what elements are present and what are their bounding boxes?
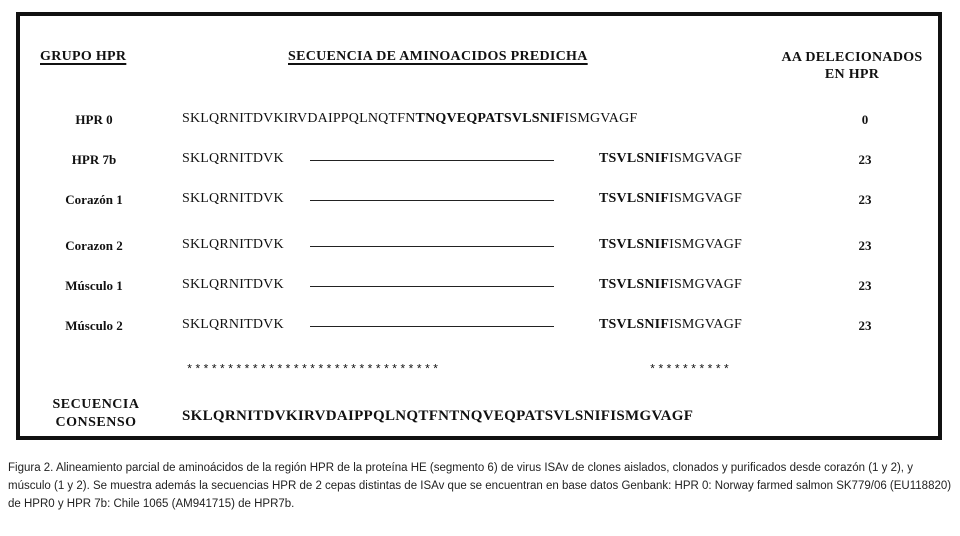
consensus-sequence: SKLQRNITDVKIRVDAIPPQLNQTFNTNQVEQPATSVLSNIFISMGVAGF — [182, 408, 694, 424]
sequence-suffix: TSVLSNIFISMGVAGF — [599, 191, 742, 206]
sequence-prefix: SKLQRNITDVK — [182, 277, 284, 292]
row-label-hpr7b: HPR 7b — [71, 152, 117, 167]
row-count-corazon1: 23 — [858, 192, 872, 207]
row-count-musculo2: 23 — [858, 318, 872, 333]
row-count-hpr0: 0 — [861, 112, 869, 127]
header-deleted-line2: EN HPR — [824, 67, 880, 82]
deletion-gap — [310, 286, 554, 287]
sequence-prefix: SKLQRNITDVK — [182, 191, 284, 206]
figure-caption: Figura 2. Alineamiento parcial de aminoácidos de la región HPR de la proteína HE (segmento 6) de virus ISAv de clones aislados, clonados y purificados desde corazón (1 y 2), y músculo (1 y 2). Se muestra además la secuencias HPR de 2 cepas distintas de ISAv que se encuentran en base datos Genbank: HPR 0: Norway farmed salmon SK779/06 (EU118820) de HPR0 y HPR 7b: Chile 1065 (AM941715) de HPR7b. — [8, 462, 952, 510]
sequence-suffix: TSVLSNIFISMGVAGF — [599, 317, 742, 332]
row-label-hpr0: HPR 0 — [75, 112, 113, 127]
sequence-suffix: TSVLSNIFISMGVAGF — [599, 237, 742, 252]
header-group: GRUPO HPR — [40, 49, 127, 64]
header-deleted-line1: AA DELECIONADOS — [781, 50, 923, 65]
row-sequence-hpr0 — [182, 111, 742, 131]
sequence-suffix: TSVLSNIFISMGVAGF — [599, 277, 742, 292]
header-deleted-aa — [764, 49, 940, 83]
sequence-text: SKLQRNITDVKIRVDAIPPQLNQTFNTNQVEQPATSVLSNIFISMGVAGF — [182, 111, 638, 126]
consensus-label-line2: CONSENSO — [55, 415, 137, 430]
row-sequence-musculo2 — [182, 317, 742, 337]
sequence-prefix: SKLQRNITDVK — [182, 237, 284, 252]
row-count-hpr7b: 23 — [858, 152, 872, 167]
deletion-gap — [310, 246, 554, 247]
row-count-musculo1: 23 — [858, 278, 872, 293]
row-sequence-corazon1 — [182, 191, 742, 211]
conservation-stars-left: ******************************* — [186, 363, 441, 377]
alignment-table — [16, 12, 942, 440]
deletion-gap — [310, 160, 554, 161]
row-label-musculo2: Músculo 2 — [65, 318, 123, 333]
header-sequence: SECUENCIA DE AMINOACIDOS PREDICHA — [288, 49, 588, 64]
row-label-corazon1: Corazón 1 — [65, 192, 123, 207]
row-label-corazon2: Corazon 2 — [65, 238, 123, 253]
sequence-prefix: SKLQRNITDVK — [182, 317, 284, 332]
consensus-label-line1: SECUENCIA — [52, 397, 140, 412]
row-sequence-musculo1 — [182, 277, 742, 297]
conservation-stars-right: ********** — [649, 363, 732, 377]
row-count-corazon2: 23 — [858, 238, 872, 253]
row-label-musculo1: Músculo 1 — [65, 278, 123, 293]
row-sequence-corazon2 — [182, 237, 742, 257]
deletion-gap — [310, 326, 554, 327]
sequence-suffix: TSVLSNIFISMGVAGF — [599, 151, 742, 166]
row-sequence-hpr7b — [182, 151, 742, 171]
sequence-prefix: SKLQRNITDVK — [182, 151, 284, 166]
deletion-gap — [310, 200, 554, 201]
consensus-label — [34, 396, 158, 432]
